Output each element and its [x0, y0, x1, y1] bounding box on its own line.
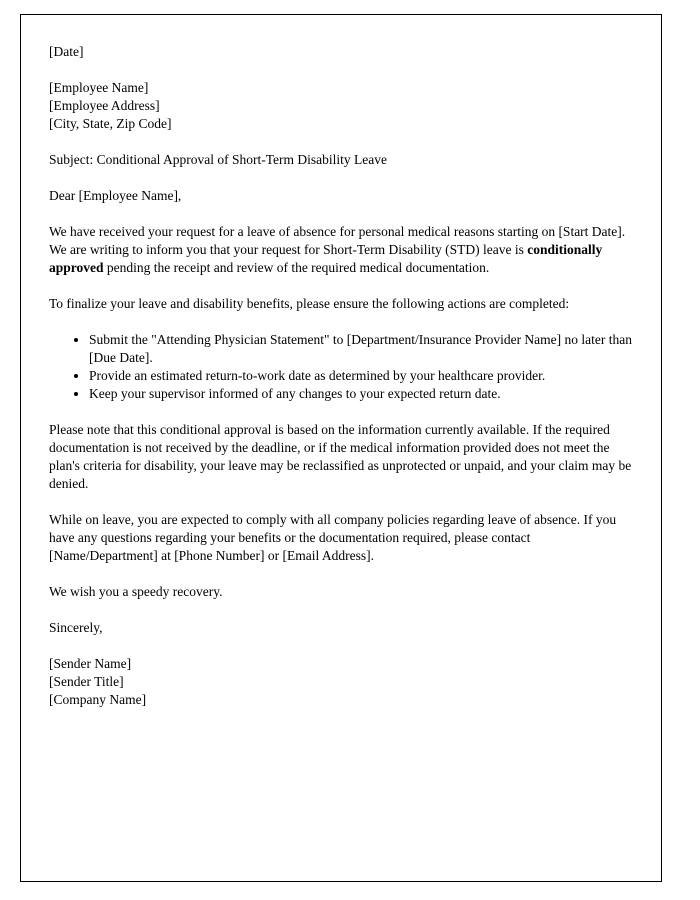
bullet-item-physician-statement: • Submit the "Attending Physician Statement" to [Department/Insurance Provider Name] no later than [Due Date].	[89, 331, 633, 367]
recipient-city-state-zip: [City, State, Zip Code]	[49, 116, 172, 131]
paragraph-intro-bold: conditionally approved	[49, 242, 603, 275]
letter-body	[49, 43, 633, 709]
recipient-address: [Employee Address]	[49, 98, 160, 113]
date-line: [Date]	[49, 44, 84, 59]
paragraph-intro-pre: We have received your request for a leave of absence for personal medical reasons starting on [Start Date]. We are writing to inform you that your request for Short-Term Disability (STD) leave is	[49, 224, 626, 257]
signature-name: [Sender Name]	[49, 656, 132, 671]
paragraph-intro-post: pending the receipt and review of the required medical documentation.	[103, 260, 490, 275]
signature-title: [Sender Title]	[49, 674, 124, 689]
closing-line: Sincerely,	[49, 620, 103, 635]
recipient-block	[49, 79, 633, 133]
salutation: Dear [Employee Name],	[49, 188, 182, 203]
recipient-name: [Employee Name]	[49, 80, 149, 95]
paragraph-recovery: We wish you a speedy recovery.	[49, 584, 223, 599]
paragraph-actions-lead: To finalize your leave and disability benefits, please ensure the following actions are completed:	[49, 296, 570, 311]
paragraph-conditions: Please note that this conditional approval is based on the information currently available. If the required documentation is not received by the deadline, or if the medical information provided does not meet the plan's criteria for disability, your leave may be reclassified as unprotected or unpaid, and your claim may be denied.	[49, 422, 632, 491]
signature-company: [Company Name]	[49, 692, 147, 707]
action-bullet-list	[49, 331, 633, 403]
letter-page	[20, 14, 662, 882]
paragraph-intro	[49, 223, 633, 277]
subject-line: Subject: Conditional Approval of Short-Term Disability Leave	[49, 152, 387, 167]
bullet-item-return-date: • Provide an estimated return-to-work date as determined by your healthcare provider.	[89, 367, 633, 385]
signature-block	[49, 655, 633, 709]
bullet-item-supervisor: • Keep your supervisor informed of any changes to your expected return date.	[89, 385, 633, 403]
paragraph-policies: While on leave, you are expected to comply with all company policies regarding leave of absence. If you have any questions regarding your benefits or the documentation required, please contact [Name/Department] at [Phone Number] or [Email Address].	[49, 512, 617, 563]
